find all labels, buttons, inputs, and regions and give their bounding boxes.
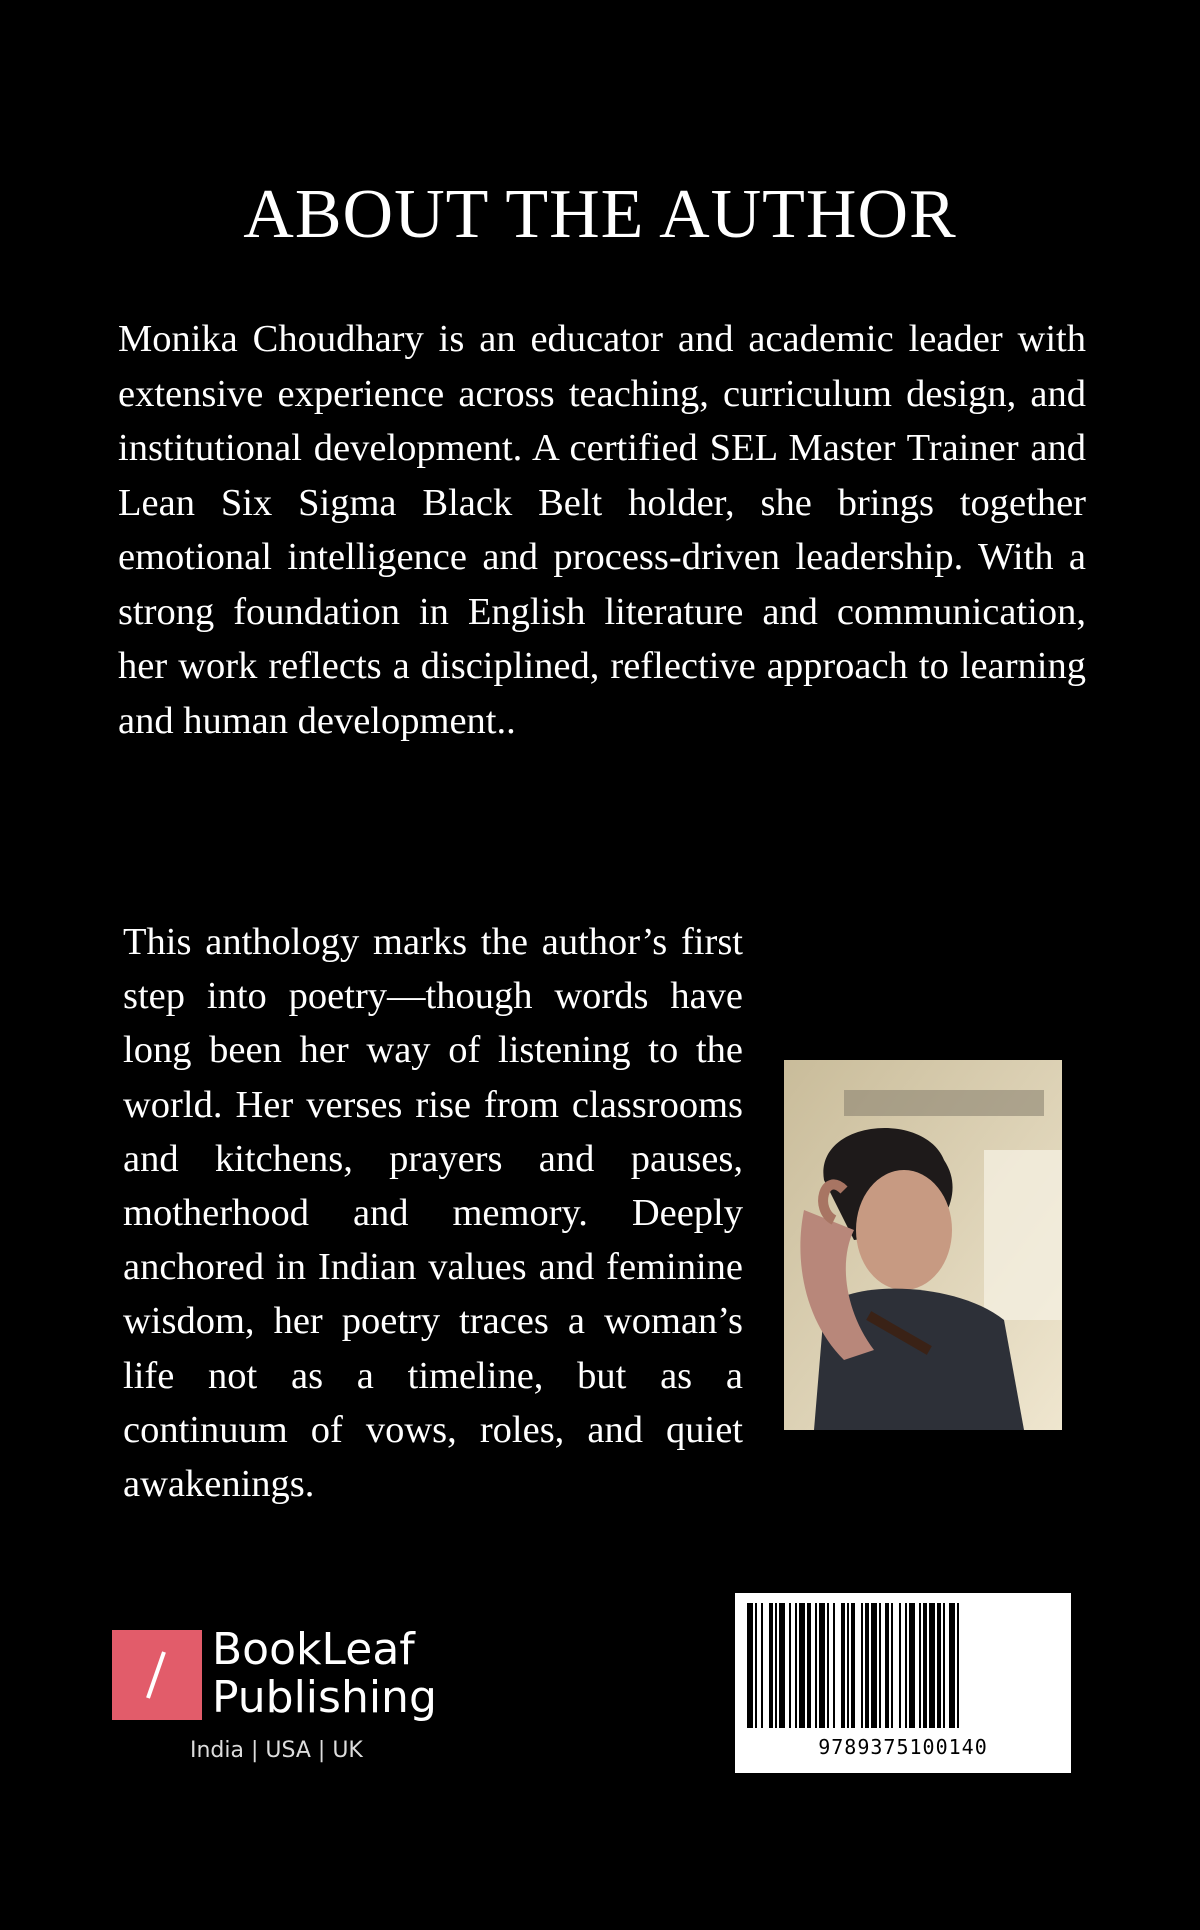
barcode-bar (957, 1603, 959, 1728)
barcode-bar (819, 1603, 825, 1728)
barcode-bar (775, 1603, 777, 1728)
author-photo (784, 1060, 1062, 1430)
author-bio: Monika Choudhary is an educator and academic leader with extensive experience across teaching, curriculum design, and institutional development. A certified SEL Master Trainer and Lean Six Sigma Black Belt holder, she brings together emotional intelligence and process-driven leadership. With a strong foundation in English literature and communication, her work reflects a disciplined, reflective approach to learning and human development.. (118, 318, 1086, 742)
barcode-bar (761, 1603, 763, 1728)
barcode-bar (769, 1603, 773, 1728)
barcode-bar (779, 1603, 785, 1728)
barcode-bar (905, 1603, 907, 1728)
barcode-bar (949, 1603, 955, 1728)
barcode-bar (747, 1603, 753, 1728)
publisher-name-line2: Publishing (212, 1672, 437, 1723)
barcode-bar (923, 1603, 927, 1728)
barcode-bar (851, 1603, 855, 1728)
barcode-bar (865, 1603, 869, 1728)
isbn-number: 9789375100140 (818, 1735, 988, 1759)
barcode-bar (943, 1603, 945, 1728)
barcode-bars (745, 1603, 1061, 1728)
barcode-bar (861, 1603, 863, 1728)
barcode-bar (795, 1603, 797, 1728)
page-title: ABOUT THE AUTHOR (243, 176, 957, 253)
barcode-bar (799, 1603, 805, 1728)
barcode-bar (807, 1603, 811, 1728)
publisher-regions: India | USA | UK (190, 1738, 363, 1763)
barcode (735, 1593, 1071, 1773)
barcode-bar (909, 1603, 915, 1728)
barcode-bar (815, 1603, 817, 1728)
barcode-bar (841, 1603, 845, 1728)
barcode-bar (919, 1603, 921, 1728)
publisher-mark-icon (112, 1630, 202, 1720)
anthology-blurb: This anthology marks the author’s first step into poetry—though words have long been her way of listening to the world. Her verses rise from classrooms and kitchens, prayers and pauses, motherhood and memory. Deeply anchored in Indian values and feminine wisdom, her poetry traces a woman’s life not as a timeline, but as a continuum of vows, roles, and quiet awakenings. (123, 921, 743, 1506)
barcode-bar (929, 1603, 935, 1728)
barcode-bar (847, 1603, 849, 1728)
barcode-bar (755, 1603, 757, 1728)
barcode-bar (833, 1603, 835, 1728)
barcode-bar (899, 1603, 901, 1728)
publisher-name-line1: BookLeaf (212, 1624, 415, 1675)
barcode-bar (789, 1603, 791, 1728)
barcode-bar (937, 1603, 941, 1728)
barcode-bar (879, 1603, 881, 1728)
barcode-bar (871, 1603, 877, 1728)
publisher-name (212, 1626, 437, 1722)
barcode-bar (891, 1603, 893, 1728)
barcode-bar (885, 1603, 889, 1728)
barcode-bar (827, 1603, 829, 1728)
